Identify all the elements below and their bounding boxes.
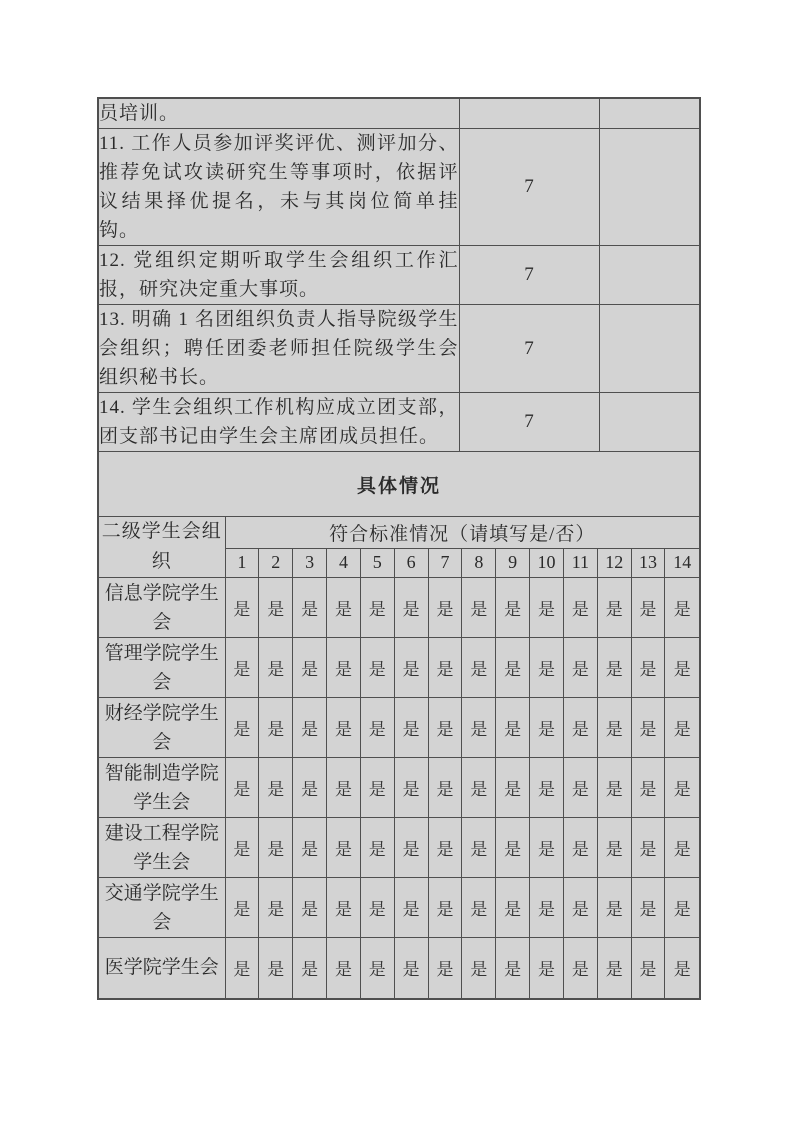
compliance-value-cell: 是	[293, 578, 327, 638]
org-name-cell: 交通学院学生会	[99, 878, 225, 938]
compliance-value-cell: 是	[259, 758, 293, 818]
org-column-header: 二级学生会组织	[99, 517, 225, 578]
compliance-value-cell: 是	[327, 758, 361, 818]
compliance-value-cell: 是	[225, 878, 259, 938]
criteria-number-cell: 10	[530, 548, 564, 577]
item-note-cell	[599, 305, 699, 393]
criteria-number-cell: 13	[631, 548, 665, 577]
compliance-value-cell: 是	[563, 878, 597, 938]
compliance-value-cell: 是	[530, 638, 564, 698]
compliance-value-cell: 是	[259, 878, 293, 938]
compliance-value-cell: 是	[225, 698, 259, 758]
compliance-table	[99, 517, 699, 998]
item-row	[99, 99, 699, 129]
compliance-value-cell: 是	[259, 818, 293, 878]
item-score-cell: 7	[459, 246, 599, 305]
item-row	[99, 305, 699, 393]
org-name-cell: 智能制造学院学生会	[99, 758, 225, 818]
compliance-row	[99, 938, 699, 998]
item-text-cell: 员培训。	[99, 99, 459, 129]
compliance-value-cell: 是	[327, 818, 361, 878]
compliance-value-cell: 是	[530, 698, 564, 758]
compliance-value-cell: 是	[563, 818, 597, 878]
item-score-cell: 7	[459, 129, 599, 246]
compliance-value-cell: 是	[597, 878, 631, 938]
compliance-value-cell: 是	[462, 758, 496, 818]
compliance-value-cell: 是	[360, 938, 394, 998]
criteria-header: 符合标准情况（请填写是/否）	[225, 517, 699, 548]
compliance-value-cell: 是	[394, 698, 428, 758]
item-note-cell	[599, 129, 699, 246]
compliance-row	[99, 638, 699, 698]
compliance-value-cell: 是	[394, 938, 428, 998]
compliance-row	[99, 818, 699, 878]
compliance-value-cell: 是	[496, 698, 530, 758]
compliance-value-cell: 是	[360, 818, 394, 878]
compliance-value-cell: 是	[665, 758, 699, 818]
org-name-cell: 管理学院学生会	[99, 638, 225, 698]
compliance-value-cell: 是	[225, 758, 259, 818]
compliance-value-cell: 是	[428, 758, 462, 818]
org-name-cell: 建设工程学院学生会	[99, 818, 225, 878]
compliance-value-cell: 是	[496, 938, 530, 998]
item-score-cell: 7	[459, 305, 599, 393]
compliance-value-cell: 是	[293, 698, 327, 758]
compliance-header-row	[99, 517, 699, 548]
compliance-value-cell: 是	[293, 638, 327, 698]
org-name-cell: 财经学院学生会	[99, 698, 225, 758]
compliance-value-cell: 是	[530, 758, 564, 818]
criteria-number-cell: 2	[259, 548, 293, 577]
item-text-cell: 13. 明确 1 名团组织负责人指导院级学生会组织；聘任团委老师担任院级学生会组织秘书长。	[99, 305, 459, 393]
compliance-value-cell: 是	[530, 878, 564, 938]
compliance-row	[99, 698, 699, 758]
section-header-cell: 具体情况	[99, 452, 699, 517]
item-row	[99, 246, 699, 305]
compliance-value-cell: 是	[597, 818, 631, 878]
compliance-value-cell: 是	[259, 578, 293, 638]
compliance-value-cell: 是	[360, 758, 394, 818]
compliance-value-cell: 是	[496, 758, 530, 818]
criteria-number-cell: 8	[462, 548, 496, 577]
compliance-value-cell: 是	[462, 878, 496, 938]
item-note-cell	[599, 246, 699, 305]
compliance-value-cell: 是	[665, 578, 699, 638]
compliance-value-cell: 是	[665, 938, 699, 998]
compliance-value-cell: 是	[293, 878, 327, 938]
compliance-value-cell: 是	[360, 578, 394, 638]
compliance-value-cell: 是	[360, 698, 394, 758]
compliance-value-cell: 是	[496, 638, 530, 698]
compliance-value-cell: 是	[428, 938, 462, 998]
compliance-value-cell: 是	[563, 938, 597, 998]
compliance-row	[99, 758, 699, 818]
compliance-value-cell: 是	[293, 758, 327, 818]
compliance-value-cell: 是	[462, 698, 496, 758]
compliance-value-cell: 是	[563, 638, 597, 698]
compliance-value-cell: 是	[259, 938, 293, 998]
org-name-cell: 医学院学生会	[99, 938, 225, 998]
compliance-value-cell: 是	[327, 578, 361, 638]
compliance-value-cell: 是	[631, 938, 665, 998]
org-name-cell: 信息学院学生会	[99, 578, 225, 638]
compliance-value-cell: 是	[631, 698, 665, 758]
criteria-number-cell: 12	[597, 548, 631, 577]
criteria-number-cell: 9	[496, 548, 530, 577]
item-text-cell: 14. 学生会组织工作机构应成立团支部，团支部书记由学生会主席团成员担任。	[99, 393, 459, 452]
item-score-cell: 7	[459, 393, 599, 452]
compliance-value-cell: 是	[394, 638, 428, 698]
compliance-value-cell: 是	[428, 698, 462, 758]
compliance-value-cell: 是	[428, 638, 462, 698]
compliance-value-cell: 是	[563, 698, 597, 758]
criteria-number-cell: 11	[563, 548, 597, 577]
compliance-value-cell: 是	[665, 698, 699, 758]
compliance-value-cell: 是	[360, 638, 394, 698]
criteria-number-cell: 6	[394, 548, 428, 577]
compliance-value-cell: 是	[665, 638, 699, 698]
item-row	[99, 393, 699, 452]
criteria-number-cell: 7	[428, 548, 462, 577]
compliance-value-cell: 是	[293, 818, 327, 878]
compliance-value-cell: 是	[462, 638, 496, 698]
compliance-value-cell: 是	[530, 578, 564, 638]
compliance-value-cell: 是	[665, 878, 699, 938]
compliance-value-cell: 是	[631, 818, 665, 878]
item-note-cell	[599, 393, 699, 452]
compliance-value-cell: 是	[327, 938, 361, 998]
criteria-number-cell: 5	[360, 548, 394, 577]
compliance-value-cell: 是	[225, 938, 259, 998]
compliance-value-cell: 是	[259, 638, 293, 698]
compliance-value-cell: 是	[462, 578, 496, 638]
item-note-cell	[599, 99, 699, 129]
compliance-value-cell: 是	[428, 818, 462, 878]
compliance-value-cell: 是	[496, 578, 530, 638]
compliance-value-cell: 是	[394, 578, 428, 638]
compliance-value-cell: 是	[597, 698, 631, 758]
compliance-value-cell: 是	[394, 818, 428, 878]
compliance-value-cell: 是	[428, 578, 462, 638]
item-text-cell: 12. 党组织定期听取学生会组织工作汇报，研究决定重大事项。	[99, 246, 459, 305]
item-score-cell	[459, 99, 599, 129]
compliance-value-cell: 是	[563, 578, 597, 638]
item-text-cell: 11. 工作人员参加评奖评优、测评加分、推荐免试攻读研究生等事项时，依据评议结果择优提名，未与其岗位简单挂钩。	[99, 129, 459, 246]
compliance-value-cell: 是	[225, 638, 259, 698]
compliance-value-cell: 是	[496, 818, 530, 878]
compliance-value-cell: 是	[428, 878, 462, 938]
compliance-value-cell: 是	[327, 638, 361, 698]
compliance-value-cell: 是	[597, 578, 631, 638]
compliance-value-cell: 是	[665, 818, 699, 878]
compliance-value-cell: 是	[327, 698, 361, 758]
criteria-number-cell: 3	[293, 548, 327, 577]
compliance-value-cell: 是	[327, 878, 361, 938]
compliance-value-cell: 是	[631, 758, 665, 818]
compliance-row	[99, 578, 699, 638]
compliance-value-cell: 是	[530, 818, 564, 878]
compliance-value-cell: 是	[496, 878, 530, 938]
assessment-items-table	[99, 99, 699, 517]
compliance-value-cell: 是	[259, 698, 293, 758]
criteria-number-cell: 4	[327, 548, 361, 577]
compliance-row	[99, 878, 699, 938]
compliance-value-cell: 是	[530, 938, 564, 998]
compliance-value-cell: 是	[563, 758, 597, 818]
compliance-value-cell: 是	[225, 818, 259, 878]
compliance-value-cell: 是	[597, 758, 631, 818]
assessment-table	[97, 97, 701, 1000]
compliance-value-cell: 是	[293, 938, 327, 998]
compliance-value-cell: 是	[394, 758, 428, 818]
compliance-value-cell: 是	[462, 818, 496, 878]
compliance-value-cell: 是	[597, 638, 631, 698]
compliance-value-cell: 是	[631, 578, 665, 638]
item-row	[99, 129, 699, 246]
compliance-value-cell: 是	[360, 878, 394, 938]
compliance-value-cell: 是	[597, 938, 631, 998]
criteria-number-cell: 14	[665, 548, 699, 577]
compliance-value-cell: 是	[631, 638, 665, 698]
compliance-value-cell: 是	[631, 878, 665, 938]
section-header-row	[99, 452, 699, 517]
criteria-number-cell: 1	[225, 548, 259, 577]
compliance-value-cell: 是	[462, 938, 496, 998]
compliance-value-cell: 是	[394, 878, 428, 938]
compliance-value-cell: 是	[225, 578, 259, 638]
